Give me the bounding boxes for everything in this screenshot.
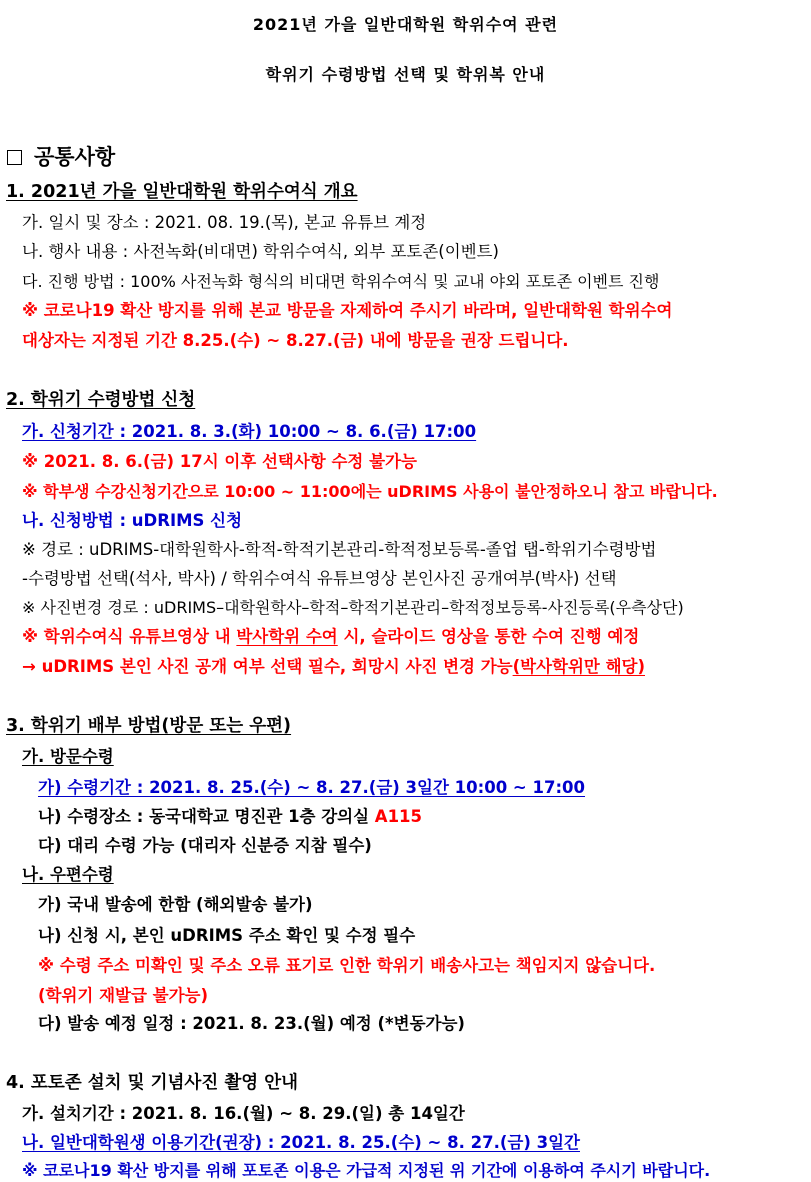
section1-note-line1: ※ 코로나19 확산 방지를 위해 본교 방문을 자제하여 주시기 바라며, 일반대학원 학위수여	[22, 301, 673, 320]
section3-b-note2: (학위기 재발급 불가능)	[38, 986, 209, 1005]
section2-note3	[22, 626, 639, 648]
section3-heading: 3. 학위기 배부 방법(방문 또는 우편)	[6, 716, 292, 736]
common-heading-text: 공통사항	[34, 145, 116, 169]
common-section-heading	[7, 146, 115, 168]
checkbox-square-icon	[7, 150, 22, 165]
section3-item-a2	[38, 806, 422, 828]
section1-item-a: 가. 일시 및 장소 : 2021. 08. 19.(목), 본교 유튜브 계정	[22, 213, 427, 232]
section2-note3-underline: 박사학위 수여	[236, 627, 338, 646]
section4-heading: 4. 포토존 설치 및 기념사진 촬영 안내	[6, 1073, 299, 1093]
document-title-line1: 2021년 가을 일반대학원 학위수여 관련	[252, 15, 559, 34]
section3-room-number: A115	[374, 807, 423, 826]
section2-item-a: 가. 신청기간 : 2021. 8. 3.(화) 10:00 ~ 8. 6.(금) 17:00	[22, 422, 477, 441]
section2-heading: 2. 학위기 수령방법 신청	[6, 390, 196, 410]
section1-item-c: 다. 진행 방법 : 100% 사전녹화 형식의 비대면 학위수여식 및 교내 야외 포토존 이벤트 진행	[22, 272, 660, 291]
section2-note2: ※ 학부생 수강신청기간으로 10:00 ~ 11:00에는 uDRIMS 사용이 불안정하오니 참고 바랍니다.	[22, 482, 718, 501]
section2-item-b: 나. 신청방법 : uDRIMS 신청	[22, 511, 243, 530]
section4-item-b: 나. 일반대학원생 이용기간(권장) : 2021. 8. 25.(수) ~ 8. 27.(금) 3일간	[22, 1133, 580, 1152]
section3-item-b3: 다) 발송 예정 일정 : 2021. 8. 23.(월) 예정 (*변동가능)	[38, 1014, 465, 1033]
section4-item-a: 가. 설치기간 : 2021. 8. 16.(월) ~ 8. 29.(일) 총 14일간	[22, 1104, 465, 1123]
section2-path1: ※ 경로 : uDRIMS-대학원학사-학적-학적기본관리-학적정보등록-졸업 탭-학위기수령방법	[22, 540, 657, 559]
section3-item-b1: 가) 국내 발송에 한함 (해외발송 불가)	[38, 895, 313, 914]
section3-item-a3: 다) 대리 수령 가능 (대리자 신분증 지참 필수)	[38, 836, 372, 855]
section2-note1: ※ 2021. 8. 6.(금) 17시 이후 선택사항 수정 불가능	[22, 452, 417, 471]
section2-note4	[22, 656, 645, 678]
section2-note4-pre: → uDRIMS 본인 사진 공개 여부 선택 필수, 희망시 사진 변경 가능	[22, 657, 513, 676]
section3-b-note1: ※ 수령 주소 미확인 및 주소 오류 표기로 인한 학위기 배송사고는 책임지지 않습니다.	[38, 956, 656, 975]
section2-note3-post: 시, 슬라이드 영상을 통한 수여 진행 예정	[337, 627, 640, 646]
section2-note3-pre: ※ 학위수여식 유튜브영상 내	[22, 627, 237, 646]
section1-item-b: 나. 행사 내용 : 사전녹화(비대면) 학위수여식, 외부 포토존(이벤트)	[22, 242, 499, 261]
section2-note4-underline: (박사학위만 해당)	[512, 657, 645, 676]
section1-heading: 1. 2021년 가을 일반대학원 학위수여식 개요	[6, 182, 358, 202]
section1-note-line2: 대상자는 지정된 기간 8.25.(수) ~ 8.27.(금) 내에 방문을 권장 드립니다.	[22, 331, 569, 350]
section3-item-a1: 가) 수령기간 : 2021. 8. 25.(수) ~ 8. 27.(금) 3일간 10:00 ~ 17:00	[38, 778, 586, 797]
section4-note: ※ 코로나19 확산 방지를 위해 포토존 이용은 가급적 지정된 위 기간에 이용하여 주시기 바랍니다.	[22, 1161, 711, 1180]
section2-path3: ※ 사진변경 경로 : uDRIMS–대학원학사–학적–학적기본관리–학적정보등록-사진등록(우측상단)	[22, 598, 684, 617]
section3-item-b: 나. 우편수령	[22, 865, 114, 884]
document-title-line2: 학위기 수령방법 선택 및 학위복 안내	[265, 65, 546, 84]
section3-item-b2: 나) 신청 시, 본인 uDRIMS 주소 확인 및 수정 필수	[38, 926, 416, 945]
section2-path2: -수령방법 선택(석사, 박사) / 학위수여식 유튜브영상 본인사진 공개여부(박사) 선택	[22, 569, 617, 588]
section3-item-a2-text: 나) 수령장소 : 동국대학교 명진관 1층 강의실	[38, 807, 375, 826]
section3-item-a: 가. 방문수령	[22, 747, 114, 766]
